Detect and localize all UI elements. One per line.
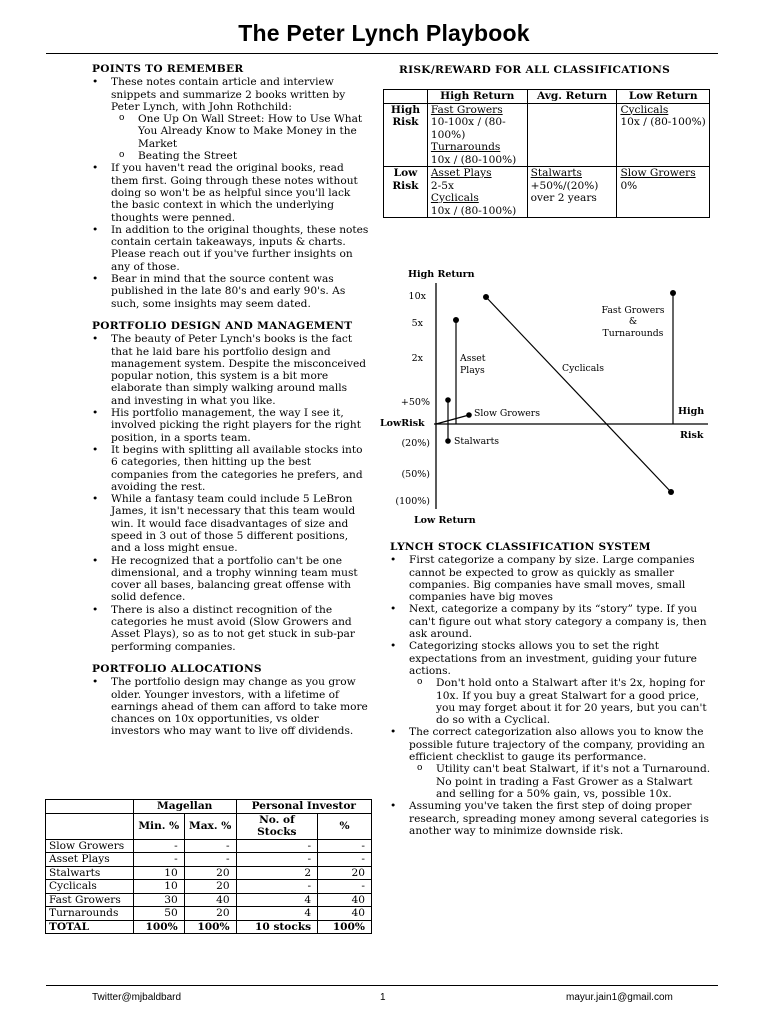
table-cell: 4 <box>236 907 318 921</box>
min-header: Min. % <box>133 813 184 839</box>
slow-growers-point <box>466 412 472 418</box>
allocations-section <box>92 663 370 738</box>
table-cell: 10 <box>133 880 184 894</box>
table-row <box>46 839 372 853</box>
slow-growers-label: Slow Growers <box>474 408 540 419</box>
table-row <box>46 880 372 894</box>
footer-page-number: 1 <box>380 992 386 1003</box>
table-cell: - <box>133 853 184 867</box>
table-cell: 50 <box>133 907 184 921</box>
table-cell: Turnarounds <box>46 907 134 921</box>
table-cell: 40 <box>184 893 236 907</box>
table-cell: 40 <box>318 907 372 921</box>
pct-header: % <box>318 813 372 839</box>
low-return-label: Low Return <box>414 515 476 526</box>
list-item: • First categorize a company by size. Large companies cannot be expected to grow as quickly as smaller companies. Big companies have small moves, small companies have big moves <box>390 554 712 603</box>
stalwarts-point-low <box>445 438 451 444</box>
tick-20: (20%) <box>401 438 430 449</box>
risk-label: Risk <box>680 430 704 441</box>
list-item: • Bear in mind that the source content was published in the late 80's and early 90's. As such, some insights may seem dated. <box>92 273 370 310</box>
plays-label: Plays <box>460 365 485 376</box>
fast-growers-point <box>670 290 676 296</box>
asset-label: Asset <box>460 353 486 364</box>
cyclicals-point-high <box>483 294 489 300</box>
table-row <box>46 853 372 867</box>
table-cell: 20 <box>184 880 236 894</box>
high-label: High <box>678 406 705 417</box>
table-cell: 40 <box>318 893 372 907</box>
cyclicals-point-low <box>668 489 674 495</box>
footer-twitter: Twitter@mjbaldbard <box>92 992 182 1003</box>
low-return-header: Low Return <box>617 90 710 104</box>
sub-list-item: o Don't hold onto a Stalwart after it's 2x, hoping for 10x. If you buy a great Stalwart for a good price, you may forget about it for 20 years, but you can't do so with a Cyclical. <box>409 677 712 726</box>
table-row <box>46 893 372 907</box>
list-item: • It begins with splitting all available stocks into 6 categories, then hitting up the best companies from the categories he prefers, and avoiding the rest. <box>92 444 370 493</box>
risk-reward-table <box>383 89 710 218</box>
stalwarts-point-high <box>445 397 451 403</box>
list-item: • Categorizing stocks allows you to set the right expectations from an investment, guiding your future actions. o Don't hold onto a Stalwart after it's 2x, hoping for 10x. If you buy a great Stalwart for a good price, you may forget about it for 20 years, but you can't do so with a Cyclical. <box>390 640 712 726</box>
allocations-heading: PORTFOLIO ALLOCATIONS <box>92 662 262 675</box>
low-risk-label: LowRisk <box>380 418 425 429</box>
list-item: • While a fantasy team could include 5 LeBron James, it isn't necessary that this team would win. It would face disadvantages of size and speed in 3 out of those 5 different positions, and a loss might ensue. <box>92 493 370 554</box>
avg-return-header: Avg. Return <box>527 90 617 104</box>
table-row <box>46 866 372 880</box>
list-item: • In addition to the original thoughts, these notes contain certain takeaways, inputs & charts. Please reach out if you've further insights on any of those. <box>92 224 370 273</box>
sub-list-item: o Beating the Street <box>111 150 370 162</box>
tick-10x: 10x <box>408 291 426 302</box>
lynch-heading: LYNCH STOCK CLASSIFICATION SYSTEM <box>390 541 651 553</box>
points-section <box>92 63 370 310</box>
table-cell: 2 <box>236 866 318 880</box>
fast-growers-label: Fast Growers <box>601 305 665 316</box>
rr-cell <box>527 103 617 167</box>
tick-50: +50% <box>400 397 430 408</box>
max-header: Max. % <box>184 813 236 839</box>
table-cell: Stalwarts <box>46 866 134 880</box>
high-return-label: High Return <box>408 269 475 280</box>
rr-cell: Asset Plays 2-5x Cyclicals 10x / (80-100%) <box>427 167 527 218</box>
table-cell: - <box>236 853 318 867</box>
table-cell: - <box>184 839 236 853</box>
table-cell: - <box>236 839 318 853</box>
table-cell: 4 <box>236 893 318 907</box>
left-column <box>92 63 370 748</box>
table-cell: 20 <box>318 866 372 880</box>
list-item: • The beauty of Peter Lynch's books is the fact that he laid bare his portfolio design and management system. Despite the misconceived popular notion, this system is a bit more elaborate than simply walking around malls and investing in what you like. <box>92 333 370 407</box>
table-cell: Fast Growers <box>46 893 134 907</box>
list-item: • If you haven't read the original books, read them first. Going through these notes without doing so won't be as helpful since you'll lack the basic context in which the underlying thoughts were penned. <box>92 162 370 223</box>
design-section <box>92 320 370 653</box>
points-heading: POINTS TO REMEMBER <box>92 63 244 75</box>
table-cell: 100% <box>133 920 184 934</box>
list-item: • Next, categorize a company by its “story” type. If you can't figure out what story category a company is, then ask around. <box>390 603 712 640</box>
stalwarts-label: Stalwarts <box>454 436 500 447</box>
table-cell: 100% <box>184 920 236 934</box>
magellan-header: Magellan <box>133 800 236 814</box>
rr-heading: RISK/REWARD FOR ALL CLASSIFICATIONS <box>399 64 671 76</box>
table-cell: 100% <box>318 920 372 934</box>
table-cell: 20 <box>184 866 236 880</box>
amp-label: & <box>628 316 638 327</box>
rr-cell: Slow Growers 0% <box>617 167 710 218</box>
risk-return-diagram <box>378 265 713 530</box>
tick-2x: 2x <box>411 353 423 364</box>
table-cell: Asset Plays <box>46 853 134 867</box>
turnarounds-label: Turnarounds <box>602 328 664 339</box>
footer-divider <box>46 985 718 986</box>
tick-neg50: (50%) <box>401 469 430 480</box>
table-row <box>46 920 372 934</box>
allocation-table <box>45 799 372 934</box>
rr-cell: Cyclicals 10x / (80-100%) <box>617 103 710 167</box>
design-heading: PORTFOLIO DESIGN AND MANAGEMENT <box>92 319 353 332</box>
list-item: • These notes contain article and interview snippets and summarize 2 books written by Peter Lynch, with John Rothchild: o One Up On Wall Street: How to Use What You Already Know to Make Money in the Market o Beating the Street <box>92 76 370 162</box>
stocks-header: No. of Stocks <box>236 813 318 839</box>
tick-5x: 5x <box>411 318 423 329</box>
table-cell: 20 <box>184 907 236 921</box>
footer-email: mayur.jain1@gmail.com <box>566 992 673 1003</box>
table-cell: - <box>318 839 372 853</box>
sub-list-item: o One Up On Wall Street: How to Use What You Already Know to Make Money in the Market <box>111 113 370 150</box>
table-cell: - <box>318 853 372 867</box>
title-divider <box>46 53 718 54</box>
cyclicals-line <box>486 297 671 492</box>
high-risk-label: High Risk <box>384 103 428 167</box>
list-item: • There is also a distinct recognition of the categories he must avoid (Slow Growers and Asset Plays), so as to not get stuck in sub-par performing companies. <box>92 604 370 653</box>
page-title: The Peter Lynch Playbook <box>238 20 530 46</box>
list-item: • The correct categorization also allows you to know the possible future trajectory of the company, providing an efficient checklist to gauge its performance. o Utility can't beat Stalwart, if it's not a Turnaround. No point in trading a Fast Grower as a Stalwart and selling for a 50% gain, vs, possible 10x. <box>390 726 712 800</box>
low-risk-label: Low Risk <box>384 167 428 218</box>
rr-cell: Fast Growers 10-100x / (80-100%) Turnarounds 10x / (80-100%) <box>427 103 527 167</box>
table-cell: - <box>133 839 184 853</box>
sub-list-item: o Utility can't beat Stalwart, if it's not a Turnaround. No point in trading a Fast Grower as a Stalwart and selling for a 50% gain, vs, possible 10x. <box>409 763 712 800</box>
table-cell: 10 <box>133 866 184 880</box>
slow-growers-line <box>436 415 469 424</box>
personal-investor-header: Personal Investor <box>236 800 371 814</box>
table-cell: Cyclicals <box>46 880 134 894</box>
list-item: • His portfolio management, the way I see it, involved picking the right players for the right position, in a sports team. <box>92 407 370 444</box>
table-cell: TOTAL <box>46 920 134 934</box>
table-cell: 30 <box>133 893 184 907</box>
list-item: • Assuming you've taken the first step of doing proper research, spreading money among several categories is another way to minimize downside risk. <box>390 800 712 837</box>
table-cell: - <box>184 853 236 867</box>
list-item: • The portfolio design may change as you grow older. Younger investors, with a lifetime of earnings ahead of them can afford to take more chances on 10x opportunities, vs older investors who may want to live off dividends. <box>92 676 370 737</box>
high-return-header: High Return <box>427 90 527 104</box>
lynch-section <box>390 541 712 837</box>
tick-100: (100%) <box>395 496 430 507</box>
table-row <box>46 907 372 921</box>
list-item: • He recognized that a portfolio can't be one dimensional, and a trophy winning team must cover all bases, balancing great offense with solid defence. <box>92 555 370 604</box>
rr-cell: Stalwarts +50%/(20%) over 2 years <box>527 167 617 218</box>
table-cell: 10 stocks <box>236 920 318 934</box>
asset-plays-point <box>453 317 459 323</box>
table-cell: Slow Growers <box>46 839 134 853</box>
table-cell: - <box>236 880 318 894</box>
cyclicals-label: Cyclicals <box>562 363 605 374</box>
table-cell: - <box>318 880 372 894</box>
